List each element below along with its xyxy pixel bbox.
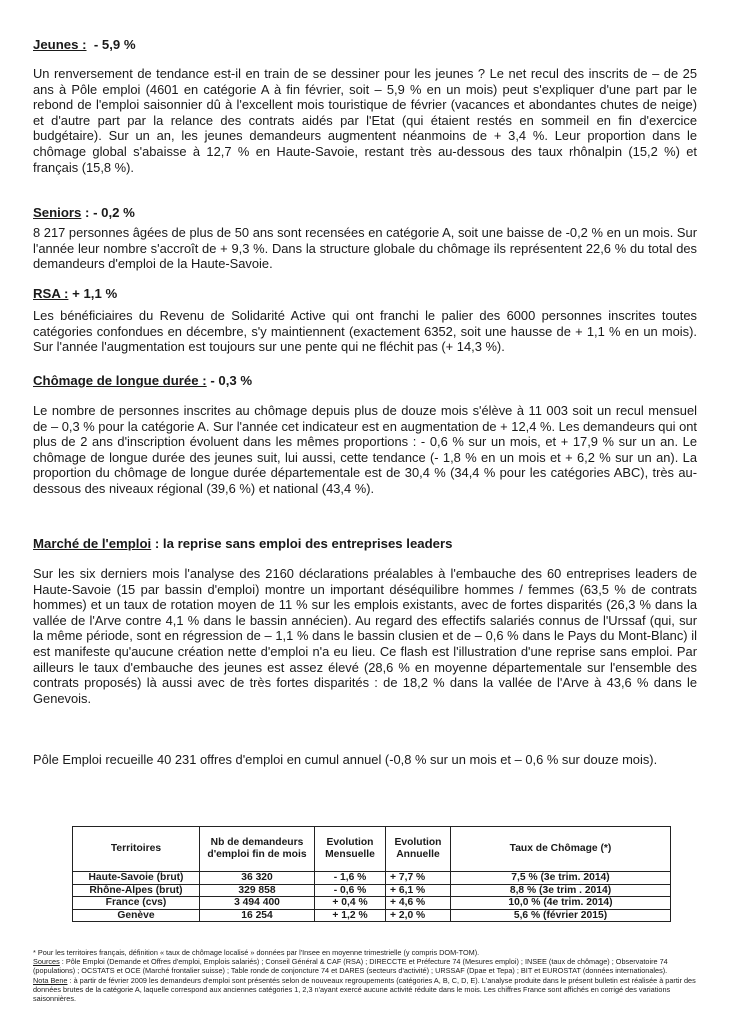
footnote-nota-bene [33,976,697,1004]
table-row [73,872,671,885]
table-cell: - 1,6 % [315,872,386,885]
table-cell: 5,6 % (février 2015) [451,909,671,922]
table-row [73,897,671,910]
paragraph-longue-duree: Le nombre de personnes inscrites au chômage depuis plus de douze mois s'élève à 11 003 soit un recul mensuel de – 0,3 % pour la catégorie A. Sur l'année cet indicateur est en augmentation de + 12,4 %. Les demandeurs qui ont plus de 2 ans d'inscription évoluent dans les mêmes proportions : - 0,6 % sur un mois, et + 17,9 % sur un an. Le chômage de longue durée des jeunes suit, lui aussi, cette tendance (- 1,8 % en un mois et + 6,2 % sur un an). La proportion du chômage de longue durée départementale est de 30,4 % (34,4 % pour les catégories ABC), très au-dessous des niveaux régional (39,6 %) et national (43,4 %). [33,403,697,496]
table-header: Taux de Chômage (*) [451,827,671,872]
heading-longue-duree [33,373,697,389]
table-cell: Genève [73,909,200,922]
table-cell: 10,0 % (4e trim. 2014) [451,897,671,910]
paragraph-marche: Sur les six derniers mois l'analyse des 2160 déclarations préalables à l'embauche des 60 entreprises leaders de Haute-Savoie (15 par bassin d'emploi) montre un important déséquilibre hommes / femmes (63,5 % de contrats hommes) et un taux de rotation moyen de 11 % sur les emplois existants, avec de fortes disparités (26,3 % dans la vallée de l'Arve contre 4,1 % dans le bassin annécien). Au regard des effectifs salariés connus de l'Urssaf (qui, sur la même période, sont en régression de – 1,1 % dans le bassin clusien et de – 0,6 % dans le Pays du Mont-Blanc) il est manifeste qu'aucune création nette d'emploi n'a eu lieu. Ce flash est l'illustration d'une reprise sans emploi. Par ailleurs le taux d'embauche des jeunes est assez élevé (28,6 % en moyenne départementale sur l'ensemble des contrats proposés) là aussi avec de très fortes disparités : de 18,2 % dans la vallée de l'Arve à 43,6 % dans le Genevois. [33,566,697,706]
heading-seniors-title: Seniors [33,205,82,220]
table-cell: + 6,1 % [386,884,451,897]
table-row [73,884,671,897]
heading-jeunes-value: - 5,9 % [93,37,136,52]
table-cell: 36 320 [200,872,315,885]
table-row [73,909,671,922]
footnote-sources-text: : Pôle Emploi (Demande et Offres d'emploi, Emplois salariés) ; Conseil Général & CAF (RSA) ; DIRECCTE et Préfecture 74 (Mesures emploi) ; INSEE (taux de chômage) ; Observatoire 74 (populations) ; OCSTATS et OCE (Marché frontalier suisse) ; Table ronde de conjoncture 74 et DARES (secteurs d'activité) ; URSSAF (Dpae et Tepa) ; BIT et EUROSTAT (données internationales). [33,957,668,976]
heading-marche-title: Marché de l'emploi [33,536,152,551]
heading-longue-duree-title: Chômage de longue durée : [33,373,207,388]
heading-marche [33,536,697,552]
heading-longue-duree-value: - 0,3 % [210,373,253,388]
paragraph-offres: Pôle Emploi recueille 40 231 offres d'emploi en cumul annuel (-0,8 % sur un mois et – 0,6 % sur douze mois). [33,752,658,767]
table-cell: 8,8 % (3e trim . 2014) [451,884,671,897]
footnotes [33,948,697,1003]
footnote-sources-label: Sources [33,957,60,967]
footnote-nb-text: : à partir de février 2009 les demandeurs d'emploi sont présentés selon de nouveaux regroupements (catégories A, B, C, D, E). L'analyse produite dans le présent bulletin est réalisée à partir des données brutes de la catégorie A, laquelle correspond aux anciennes catégories 1, 2,3 n'ayant exercé aucune activité réduite dans le mois. Les chiffres France sont affichés en corrigé des variations saisonnières. [33,975,696,1004]
table-header-row [73,827,671,872]
table-cell: + 1,2 % [315,909,386,922]
table-cell: + 4,6 % [386,897,451,910]
table-cell: 3 494 400 [200,897,315,910]
table-cell: France (cvs) [73,897,200,910]
heading-seniors-value: : - 0,2 % [85,205,135,220]
heading-rsa-value: + 1,1 % [72,286,118,301]
paragraph-seniors: 8 217 personnes âgées de plus de 50 ans sont recensées en catégorie A, soit une baisse de -0,2 % en un mois. Sur l'année leur nombre s'accroît de + 9,3 %. Dans la structure globale du chômage ils représentent 22,6 % du total des demandeurs d'emploi de la Haute-Savoie. [33,225,697,272]
table-cell: + 7,7 % [386,872,451,885]
table-header: Evolution Mensuelle [315,827,386,872]
heading-seniors [33,205,697,221]
footnote-definition: * Pour les territoires français, définition « taux de chômage localisé » données par l'Insee en moyenne trimestrielle (y compris DOM-TOM). [33,948,480,957]
table-cell: - 0,6 % [315,884,386,897]
heading-rsa-title: RSA : [33,286,69,301]
paragraph-rsa: Les bénéficiaires du Revenu de Solidarité Active qui ont franchi le palier des 6000 personnes inscrites toutes catégories confondues en décembre, s'y maintiennent (exactement 6352, soit une hausse de + 1,1 % en un mois). Sur l'année l'augmentation est toujours sur une pente qui ne fléchit pas (+ 14,3 %). [33,308,697,355]
footnote-nb-label: Nota Bene [33,975,68,985]
statistics-table [72,826,671,922]
heading-jeunes [33,37,697,53]
heading-rsa [33,286,697,302]
heading-marche-value: : la reprise sans emploi des entreprises leaders [154,536,453,551]
table-cell: Haute-Savoie (brut) [73,872,200,885]
table-cell: 329 858 [200,884,315,897]
heading-jeunes-title: Jeunes : [33,37,87,52]
paragraph-jeunes: Un renversement de tendance est-il en train de se dessiner pour les jeunes ? Le net recul des inscrits de – de 25 ans à Pôle emploi (4601 en catégorie A à fin février, soit – 5,9 % en un mois) peut s'expliquer d'une part par le rebond de l'emploi saisonnier dû à l'excellent mois touristique de février (vacances et abondantes chutes de neige) et d'autre part par la relance des contrats aidés par l'Etat (qui étaient restés en sommeil en fin d'exercice budgétaire). Sur un an, les jeunes demandeurs augmentent néanmoins de + 3,4 %. Leur proportion dans le chômage global s'abaisse à 12,7 % en Haute-Savoie, restant très au-dessous des taux rhônalpin (15,2 %) et français (15,8 %). [33,66,697,175]
table-header: Evolution Annuelle [386,827,451,872]
table-cell: 7,5 % (3e trim. 2014) [451,872,671,885]
table-cell: Rhône-Alpes (brut) [73,884,200,897]
table-cell: + 0,4 % [315,897,386,910]
footnote-sources [33,957,697,975]
table-header: Nb de demandeurs d'emploi fin de mois [200,827,315,872]
table-cell: 16 254 [200,909,315,922]
table-header: Territoires [73,827,200,872]
table-cell: + 2,0 % [386,909,451,922]
